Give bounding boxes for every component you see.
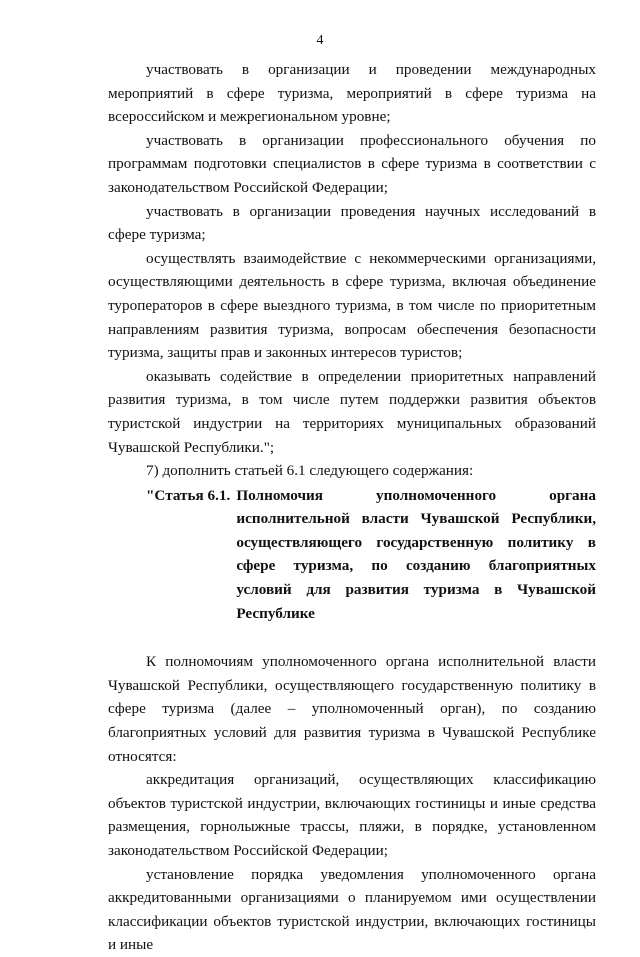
paragraph-powers-intro: К полномочиям уполномоченного органа исполнительной власти Чувашской Республики, осуществляющего государственную политику в сфере туризма (далее – уполномоченный орган), по созданию благоприятных условий для развития туризма в Чувашской Республике относятся:	[108, 653, 596, 765]
paragraph-professional-training: участвовать в организации профессионального обучения по программам подготовки специалистов в сфере туризма в соответствии с законодательством Российской Федерации;	[108, 131, 596, 196]
page-number: 4	[316, 33, 324, 48]
paragraph-scientific-research: участвовать в организации проведения научных исследований в сфере туризма;	[108, 202, 596, 244]
section-spacer	[108, 625, 596, 650]
article-title: Полномочия уполномоченного органа исполнительной власти Чувашской Республики, осуществляющего государственную политику в сфере туризма, по созданию благоприятных условий для развития туризма в Чувашской Республике	[236, 486, 596, 622]
article-number: "Статья 6.1.	[146, 486, 231, 504]
paragraph-international-events: участвовать в организации и проведении международных мероприятий в сфере туризма, мероприятий в сфере туризма на всероссийском и межрегиональном уровне;	[108, 61, 596, 126]
document-body	[108, 58, 596, 957]
article-heading	[108, 484, 596, 626]
paragraph-nonprofit-interaction: осуществлять взаимодействие с некоммерческими организациями, осуществляющими деятельность в сфере туризма, включая объединение туроператоров в сфере выездного туризма, в том числе по приоритетным направлениям развития туризма, вопросам обеспечения безопасности туризма, защиты прав и законных интересов туристов;	[108, 249, 596, 362]
paragraph-priority-directions: оказывать содействие в определении приоритетных направлений развития туризма, в том числе путем поддержки развития объектов туристской индустрии на территориях муниципальных образований Чувашской Республики.";	[108, 367, 596, 456]
paragraph-notification-procedure: установление порядка уведомления уполномоченного органа аккредитованными организациями о планируемом ими осуществлении классификации объектов туристской индустрии, включающих гостиницы и иные	[108, 865, 596, 954]
paragraph-amendment-item: 7) дополнить статьей 6.1 следующего содержания:	[146, 462, 474, 480]
paragraph-accreditation: аккредитация организаций, осуществляющих классификацию объектов туристской индустрии, включающих гостиницы и иные средства размещения, горнолыжные трассы, пляжи, в порядке, установленном законодательством Российской Федерации;	[108, 771, 596, 859]
